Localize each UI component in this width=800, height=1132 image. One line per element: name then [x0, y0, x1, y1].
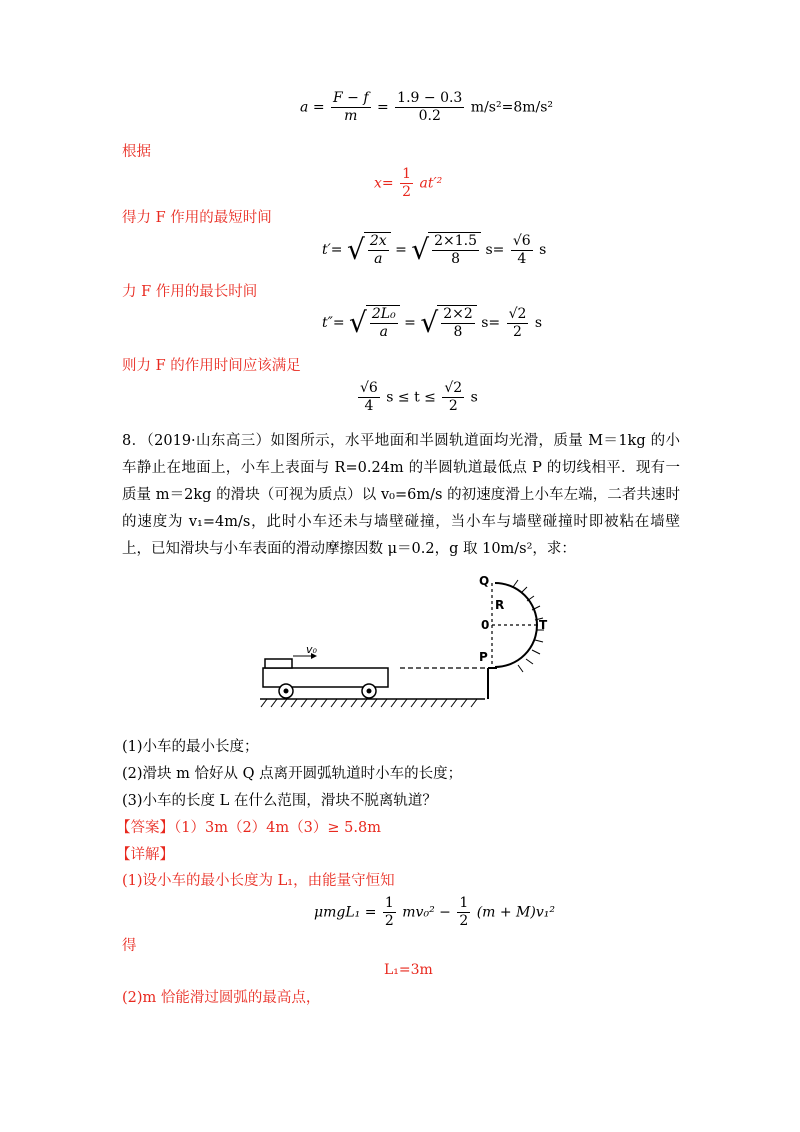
eq-rest: m/s²=8m/s²: [470, 99, 554, 116]
numerator: 2×2: [443, 306, 473, 322]
equation-time-range: [356, 380, 478, 415]
label-P: P: [479, 650, 488, 664]
eq-symbol: μmgL₁ =: [314, 904, 377, 921]
eq-rest: at′²: [419, 175, 443, 192]
eq-rest: mv₀² −: [402, 904, 451, 921]
eq-rest: s ≤ t ≤: [386, 389, 436, 406]
eq-rest: (m + M)v₁²: [476, 904, 555, 921]
text-line: 得: [122, 938, 137, 954]
equation-min-time: [322, 232, 546, 268]
question-3: (3)小车的长度 L 在什么范围，滑块不脱离轨道？: [122, 793, 437, 809]
sqrt: √ $\frac{2x}{a}$: [347, 232, 391, 268]
numerator: 1.9 − 0.3: [397, 90, 463, 106]
detail-line-2: (2)m 恰能滑过圆弧的最高点，: [122, 990, 321, 1006]
label-T: T: [539, 618, 548, 632]
denominator: 2: [402, 184, 412, 200]
denominator: 8: [451, 251, 461, 267]
denominator: 8: [453, 324, 463, 340]
fraction: [383, 895, 396, 930]
equation-displacement: [374, 166, 442, 201]
equation-energy: [314, 895, 555, 930]
eq-sign: =: [395, 242, 407, 258]
text-line: 根据: [122, 144, 151, 160]
sqrt: √ $\frac{\text{2L₀}}{a}$: [349, 305, 400, 341]
answer-tag: 【答案】: [116, 820, 174, 836]
fraction: [457, 895, 470, 930]
unit: s: [539, 242, 547, 258]
eq-sign: =: [312, 99, 325, 116]
equation-acceleration: [300, 90, 553, 125]
eq-sign: =: [376, 99, 389, 116]
denominator: a: [374, 251, 383, 267]
denominator: 4: [364, 398, 374, 414]
numerator: 2x: [369, 233, 387, 249]
denominator: 2: [513, 323, 522, 340]
eq-symbol: a: [300, 99, 309, 116]
numerator: 1: [384, 895, 394, 911]
denominator: 0.2: [418, 108, 441, 124]
question-2: (2)滑块 m 恰好从 Q 点离开圆弧轨道时小车的长度；: [122, 766, 463, 782]
detail-line-1: (1)设小车的最小长度为 L₁，由能量守恒知: [122, 873, 395, 889]
sqrt: √ $\frac{2\times 2}{8}$: [420, 305, 476, 341]
fraction: [400, 166, 413, 201]
numerator: 2×1.5: [434, 233, 478, 249]
denominator: 4: [517, 250, 527, 267]
fraction: [395, 90, 464, 125]
equation-L1: L₁=3m: [384, 962, 433, 978]
numerator: 1: [459, 895, 469, 911]
numerator: √6: [512, 232, 531, 249]
denominator: a: [379, 324, 388, 340]
denominator: 2: [459, 913, 469, 929]
numerator: √2: [508, 305, 527, 322]
denominator: 2: [448, 398, 458, 414]
equation-max-time: [322, 305, 542, 341]
fraction: [442, 380, 464, 415]
detail-tag: 【详解】: [116, 847, 174, 863]
eq-rest: s=: [485, 242, 505, 258]
numerator: 1: [402, 166, 412, 182]
sqrt: √ $\frac{2\times 1.5}{8}$: [411, 232, 481, 268]
fraction: [358, 380, 380, 415]
text-line: 力 F 作用的最长时间: [122, 284, 258, 300]
problem-text: 8．（2019·山东高三）如图所示，水平地面和半圆轨道面均光滑，质量 M＝1kg 的小车静止在地面上，小车上表面与 R=0.24m 的半圆轨道最低点 P 的切线相平．现有一质量 m＝2kg 的滑块（可视为质点）以 v₀=6m/s 的初速度滑上小车左端，二者共速时的速度为 v₁=4m/s，此时小车还未与墙壁碰撞，当小车与墙壁碰撞时即被粘在墙壁上，已知滑块与小车表面的滑动摩擦因数 μ＝0.2，g 取 10m/s²，求：: [122, 433, 680, 557]
denominator: m: [344, 108, 358, 124]
text-line: 则力 F 的作用时间应该满足: [122, 358, 301, 374]
eq-sign: =: [404, 315, 416, 331]
numerator: 2L₀: [371, 306, 396, 322]
label-v0: v₀: [306, 643, 317, 656]
numerator: √2: [444, 380, 463, 396]
eq-symbol: t″=: [322, 315, 345, 331]
question-1: (1)小车的最小长度；: [122, 739, 259, 755]
fraction: [331, 90, 371, 125]
label-R: R: [495, 598, 505, 612]
eq-symbol: x=: [374, 175, 394, 192]
unit: s: [534, 315, 543, 331]
answer-text: （1）3m（2）4m（3）≥ 5.8m: [174, 820, 381, 836]
numerator: F − f: [333, 90, 369, 106]
answer-line: [116, 818, 381, 838]
eq-symbol: t′=: [322, 242, 343, 258]
label-Q: Q: [479, 574, 490, 588]
fraction: [507, 306, 529, 341]
ground-hatch: [261, 699, 477, 707]
unit: s: [470, 389, 478, 406]
text-line: 得力 F 作用的最短时间: [122, 210, 272, 226]
numerator: √6: [360, 380, 378, 396]
slider-block: [265, 659, 292, 668]
fraction: [511, 233, 533, 268]
label-O: 0: [481, 618, 490, 632]
physics-figure: [255, 565, 565, 715]
denominator: 2: [384, 913, 394, 929]
eq-rest: s=: [481, 315, 501, 331]
